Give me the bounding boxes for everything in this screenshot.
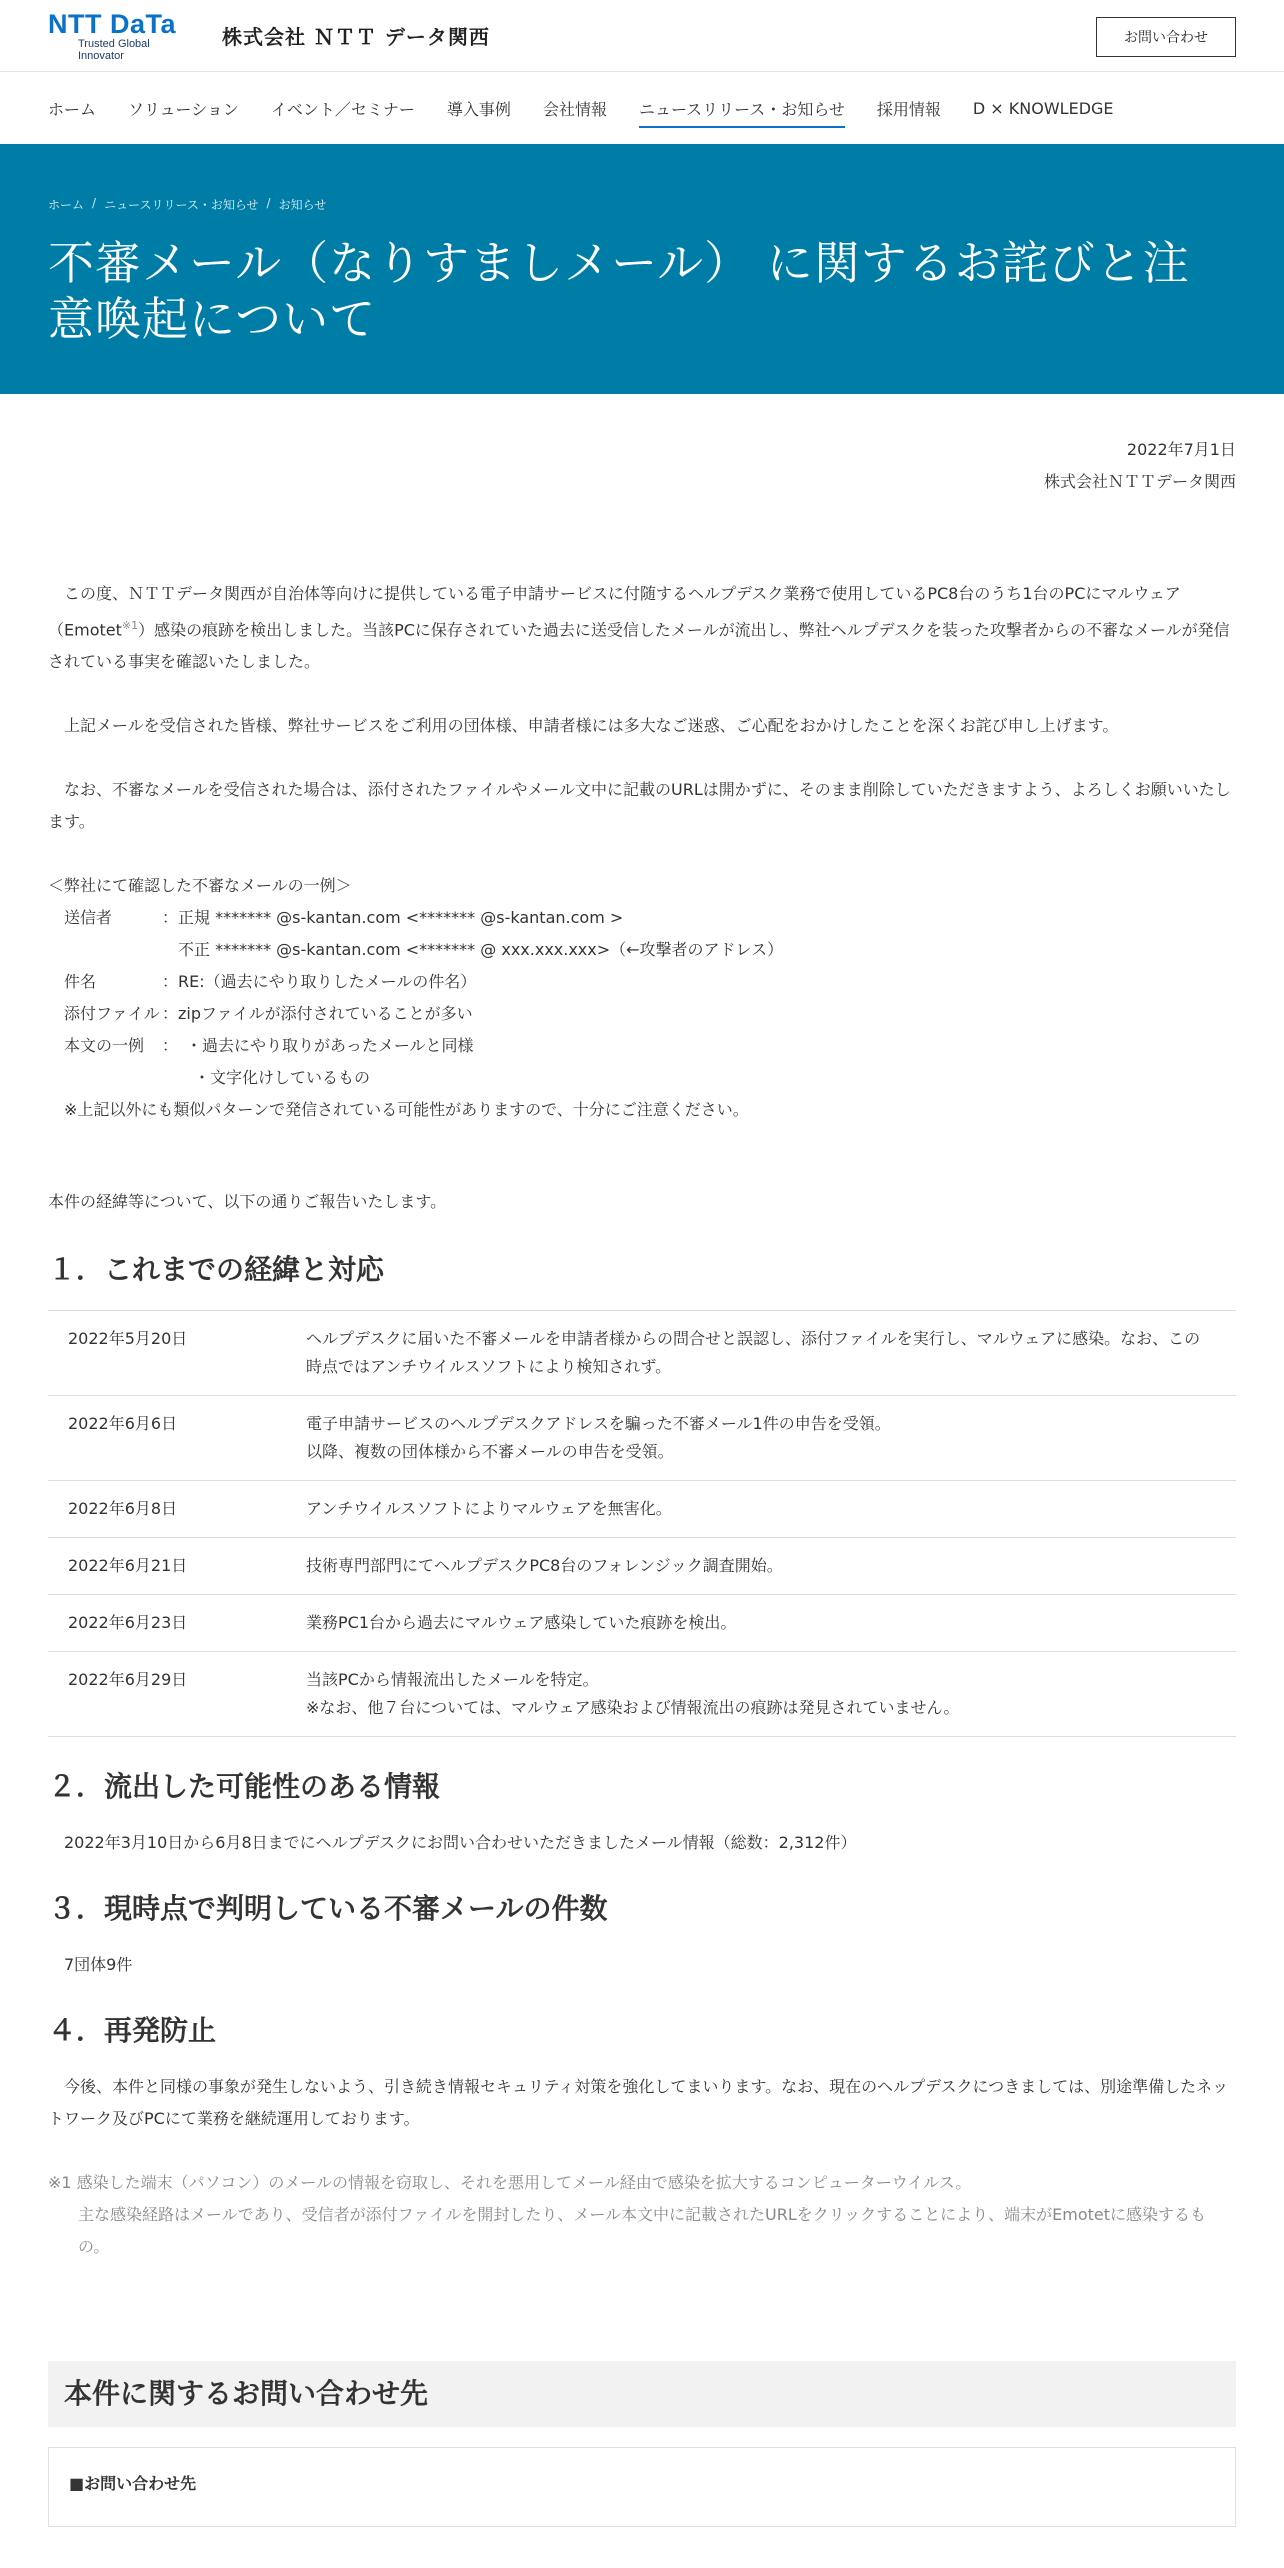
footnote	[48, 2167, 1236, 2263]
example-heading: ＜弊社にて確認した不審なメールの一例＞	[48, 876, 352, 896]
breadcrumb	[48, 196, 1236, 213]
intro-paragraph-2: 上記メールを受信された皆様、弊社サービスをご利用の団体様、申請者様には多大なご迷惑、ご心配をおかけしたことを深くお詫び申し上げます。	[48, 716, 1119, 736]
nav-item-case-studies[interactable]: 導入事例	[446, 99, 511, 119]
publish-date: 2022年7月1日	[1126, 440, 1236, 459]
timeline-description: 業務PC1台から過去にマルウェア感染していた痕跡を検出。	[286, 1595, 1236, 1652]
intro-paragraph-1	[48, 578, 1236, 678]
section-heading-leaked-info: ２．流出した可能性のある情報	[48, 1770, 441, 1804]
inquiry-panel	[48, 2447, 1236, 2527]
ntt-data-logo[interactable]	[48, 10, 198, 62]
nav-item-solution[interactable]: ソリューション	[128, 99, 239, 119]
report-intro: 本件の経緯等について、以下の通りご報告いたします。	[48, 1192, 447, 1212]
timeline-row	[48, 1481, 1236, 1538]
timeline-date: 2022年5月20日	[48, 1311, 286, 1396]
prevention-text: 今後、本件と同様の事象が発生しないよう、引き続き情報セキュリティ対策を強化してまいります。なお、現在のヘルプデスクにつきましては、別途準備したネットワーク及びPCにて業務を継続運用しております。	[48, 2077, 1229, 2129]
timeline-description: アンチウイルスソフトによりマルウェアを無害化。	[286, 1481, 1236, 1538]
contact-button[interactable]: お問い合わせ	[1096, 17, 1236, 57]
section-heading-history: １．これまでの経緯と対応	[48, 1253, 385, 1287]
sender-legit: ：正規 ******* @s-kantan.com <******* @s-kantan.com >	[162, 908, 624, 928]
timeline-description: 電子申請サービスのヘルプデスクアドレスを騙った不審メール1件の申告を受領。 以降、複数の団体様から不審メールの申告を受領。	[286, 1396, 1236, 1481]
issuer-name: 株式会社ＮＴＴデータ関西	[1043, 472, 1236, 491]
intro-paragraph-3: なお、不審なメールを受信された場合は、添付されたファイルやメール文中に記載のURLは開かずに、そのまま削除していただきますよう、よろしくお願いいたします。	[48, 780, 1231, 832]
timeline-description: ヘルプデスクに届いた不審メールを申請者様からの問合せと誤認し、添付ファイルを実行し、マルウェアに感染。なお、この時点ではアンチウイルスソフトにより検知されず。	[286, 1311, 1236, 1396]
example-note: ※上記以外にも類似パターンで発信されている可能性がありますので、十分にご注意ください。	[64, 1100, 749, 1120]
timeline-row	[48, 1311, 1236, 1396]
timeline-row	[48, 1538, 1236, 1595]
timeline-row	[48, 1652, 1236, 1737]
timeline-date: 2022年6月29日	[48, 1652, 286, 1737]
timeline-row	[48, 1595, 1236, 1652]
intro-p1-b: ）感染の痕跡を検出しました。当該PCに保存されていた過去に送受信したメールが流出し、弊社ヘルプデスクを装った攻撃者からの不審なメールが発信されている事実を確認いたしました。	[48, 620, 1230, 672]
nav-item-home[interactable]: ホーム	[48, 99, 97, 119]
example-row-subject	[48, 966, 1236, 998]
article-body	[0, 394, 1284, 2527]
breadcrumb-separator: /	[92, 196, 97, 210]
breadcrumb-news[interactable]: ニュースリリース・お知らせ	[104, 198, 259, 212]
timeline-description: 技術専門部門にてヘルプデスクPC8台のフォレンジック調査開始。	[286, 1538, 1236, 1595]
timeline-date: 2022年6月6日	[48, 1396, 286, 1481]
breadcrumb-home[interactable]: ホーム	[48, 198, 85, 212]
example-row-sender	[48, 902, 1236, 934]
logo-tagline: Trusted Global Innovator	[78, 37, 150, 62]
footnote-line-1: ※1 感染した端末（パソコン）のメールの情報を窃取し、それを悪用してメール経由で感染を拡大するコンピューターウイルス。	[48, 2173, 972, 2193]
nav-item-dx-knowledge[interactable]: D × KNOWLEDGE	[972, 98, 1114, 118]
attachment-label: 添付ファイル	[64, 1004, 160, 1024]
example-row-body	[48, 1030, 1236, 1062]
inquiry-subheading: ■お問い合わせ先	[69, 2474, 197, 2494]
footnote-ref[interactable]: ※1	[121, 619, 139, 632]
timeline-description: 当該PCから情報流出したメールを特定。 ※なお、他７台については、マルウェア感染および情報流出の痕跡は発見されていません。	[286, 1652, 1236, 1737]
timeline-date: 2022年6月21日	[48, 1538, 286, 1595]
site-header	[0, 0, 1284, 72]
logo-wordmark: NTT DaTa	[48, 8, 177, 39]
article-meta	[48, 434, 1236, 498]
body-value-2: ・文字化けしているもの	[194, 1068, 371, 1088]
intro-p1-a: この度、ＮＴＴデータ関西が自治体等向けに提供している電子申請サービスに付随するヘルプデスク業務で使用しているPC8台のうち1台のPCにマルウェア（Emotet	[48, 584, 1181, 640]
timeline-table	[48, 1310, 1236, 1737]
subject-label: 件名	[64, 972, 97, 992]
leaked-info-text: 2022年3月10日から6月8日までにヘルプデスクにお問い合わせいただきましたメール情報（総数：2,312件）	[64, 1833, 857, 1853]
timeline-row	[48, 1396, 1236, 1481]
section-heading-prevention: ４．再発防止	[48, 2014, 217, 2048]
hero-banner	[0, 144, 1284, 394]
sender-fake: 不正 ******* @s-kantan.com <******* @ xxx.xxx.xxx>（←攻撃者のアドレス）	[178, 940, 784, 960]
footnote-line-2: 主な感染経路はメールであり、受信者が添付ファイルを開封したり、メール本文中に記載されたURLをクリックすることにより、端末がEmotetに感染するもの。	[78, 2205, 1207, 2257]
timeline-date: 2022年6月8日	[48, 1481, 286, 1538]
attachment-value: ：zipファイルが添付されていることが多い	[162, 1004, 473, 1024]
nav-item-recruit[interactable]: 採用情報	[876, 99, 941, 119]
mail-count-text: 7団体9件	[64, 1955, 133, 1975]
example-row-attachment	[48, 998, 1236, 1030]
nav-item-company[interactable]: 会社情報	[542, 99, 607, 119]
timeline-date: 2022年6月23日	[48, 1595, 286, 1652]
company-name[interactable]: 株式会社 ＮＴＴ データ関西	[222, 25, 490, 49]
inquiry-heading: 本件に関するお問い合わせ先	[48, 2361, 1236, 2427]
sender-label: 送信者	[64, 908, 113, 928]
global-nav	[0, 72, 1284, 144]
body-value-1: ： ・過去にやり取りがあったメールと同様	[162, 1036, 474, 1056]
breadcrumb-current: お知らせ	[278, 198, 327, 212]
breadcrumb-separator: /	[266, 196, 271, 210]
body-label: 本文の一例	[64, 1036, 145, 1056]
nav-item-news[interactable]: ニュースリリース・お知らせ	[639, 89, 845, 128]
page-title: 不審メール（なりすましメール） に関するお詫びと注意喚起について	[48, 236, 1190, 346]
nav-item-event-seminar[interactable]: イベント／セミナー	[270, 99, 415, 119]
section-heading-mail-count: ３．現時点で判明している不審メールの件数	[48, 1892, 608, 1926]
subject-value: ：RE:（過去にやり取りしたメールの件名）	[162, 972, 477, 992]
suspicious-mail-example	[48, 870, 1236, 1126]
